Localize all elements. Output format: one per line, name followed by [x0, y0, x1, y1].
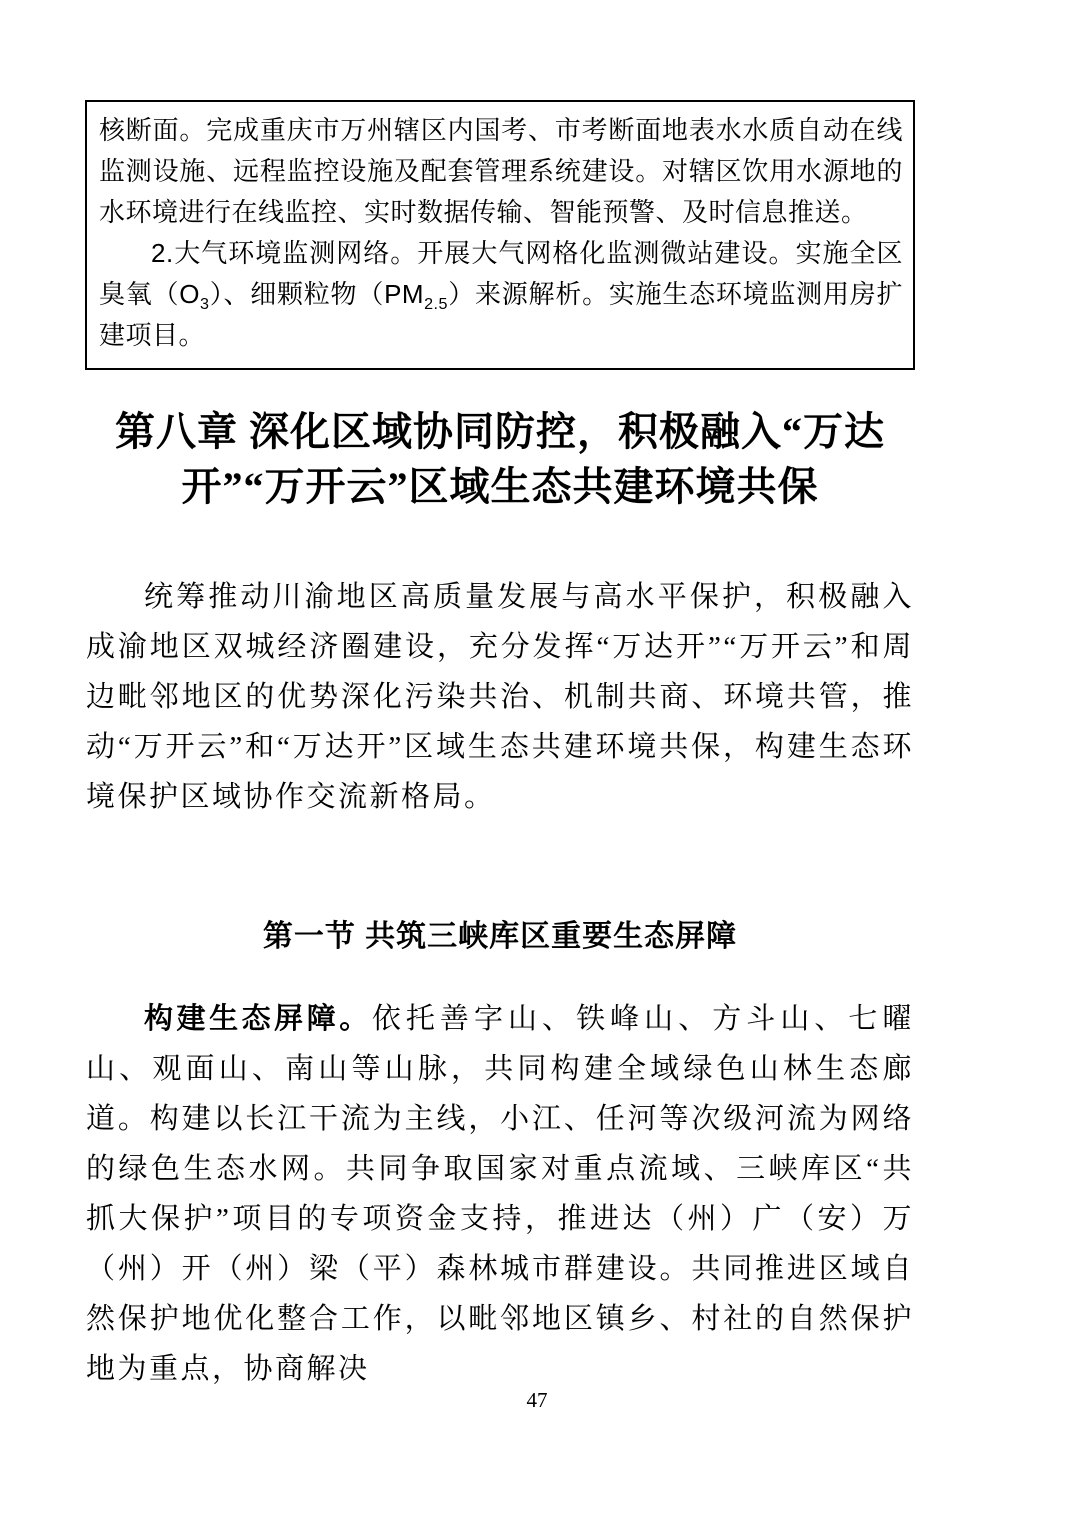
section-heading: 第一节 共筑三峡库区重要生态屏障	[262, 920, 738, 953]
chapter-heading-line-1: 第八章 深化区域协同防控，积极融入“万达	[115, 409, 885, 454]
page-number: 47	[526, 1388, 548, 1412]
body-paragraph-ecological-barrier: 构建生态屏障。依托善字山、铁峰山、方斗山、七曜山、观面山、南山等山脉，共同构建全域绿色山林生态廊道。构建以长江干流为主线，小江、任河等次级河流为网络的绿色生态水网。共同争取国家对重点流域、三峡库区“共抓大保护”项目的专项资金支持，推进达（州）广（安）万（州）开（州）梁（平）森林城市群建设。共同推进区域自然保护地优化整合工作，以毗邻地区镇乡、村社的自然保护地为重点，协商解决	[86, 1003, 914, 1385]
intro-paragraph: 统筹推动川渝地区高质量发展与高水平保护，积极融入成渝地区双城经济圈建设，充分发挥“万达开”“万开云”和周边毗邻地区的优势深化污染共治、机制共商、环境共管，推动“万开云”和“万达开”区域生态共建环境共保，构建生态环境保护区域协作交流新格局。	[86, 581, 914, 813]
box-paragraph-air-monitoring: 2.大气环境监测网络。开展大气网格化监测微站建设。实施全区臭氧$(O_3)$、细颗粒物$(PM_{2.5})$来源解析。实施生态环境监测用房扩建项目。	[99, 238, 903, 350]
box-paragraph-water-monitoring: 核断面。完成重庆市万州辖区内国考、市考断面地表水水质自动在线监测设施、远程监控设施及配套管理系统建设。对辖区饮用水源地的水环境进行在线监控、实时数据传输、智能预警、及时信息推送。	[99, 115, 903, 227]
chapter-heading	[85, 404, 915, 514]
continuation-text-box	[85, 100, 915, 370]
chapter-heading-line-2: 开”“万开云”区域生态共建环境共保	[181, 464, 819, 509]
